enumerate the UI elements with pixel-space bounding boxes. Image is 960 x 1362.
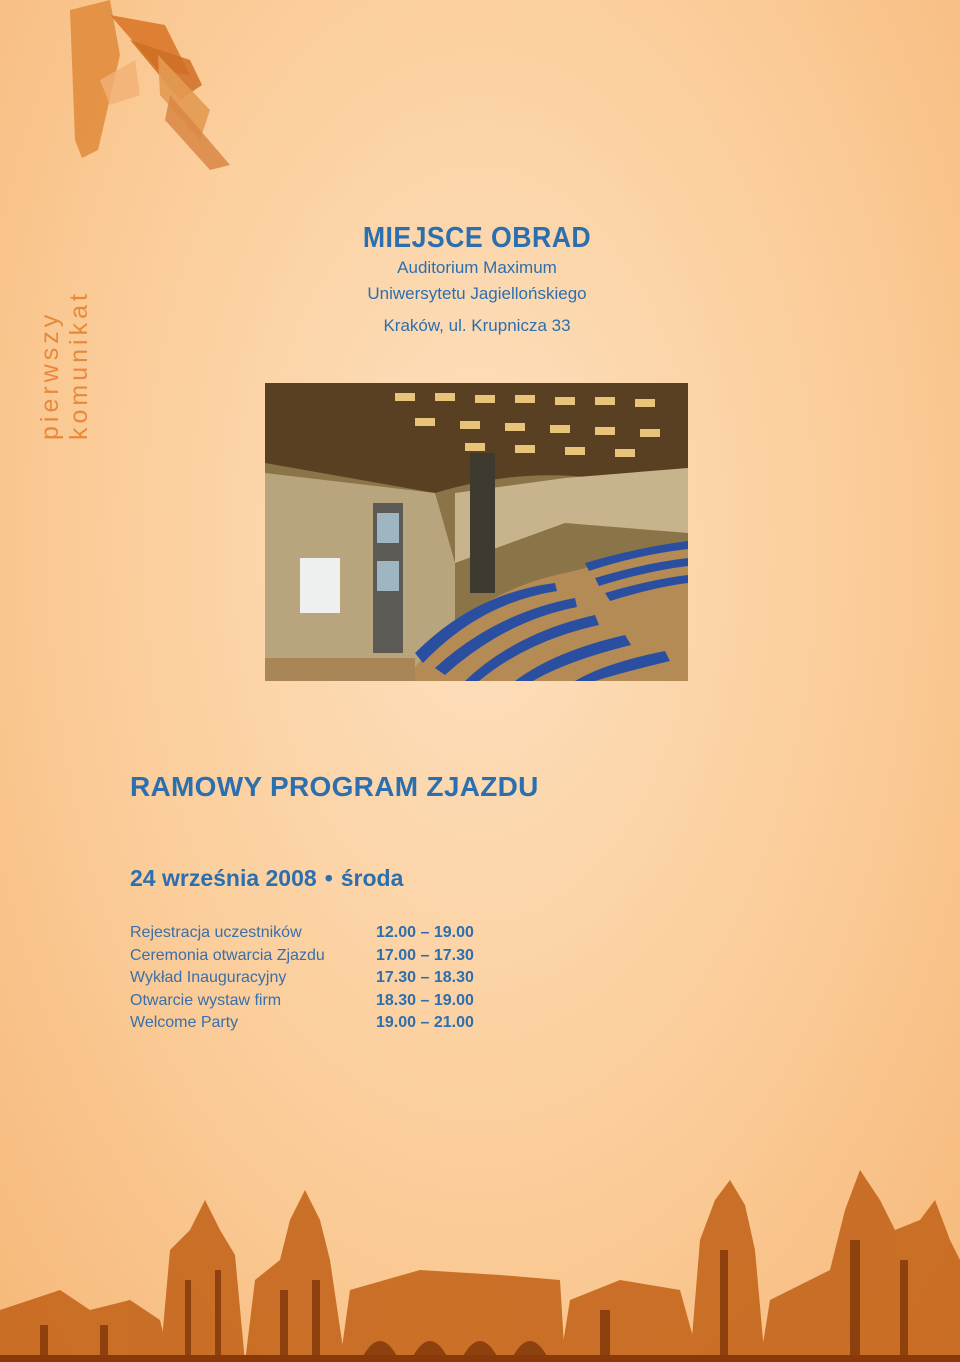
event-time: 17.30 – 18.30 [376,969,474,987]
venue-section [266,222,688,339]
program-weekday: środa [340,865,404,891]
schedule-list [130,922,550,1035]
event-name: Rejestracja uczestników [130,924,302,942]
event-time: 18.30 – 19.00 [376,991,474,1009]
program-date: 24 września 2008 [130,865,317,891]
schedule-row [130,922,550,945]
auditorium-photo [265,383,688,681]
program-date-line [130,865,403,892]
event-time: 19.00 – 21.00 [376,1014,474,1032]
side-label: pierwszy komunikat [36,290,93,440]
schedule-row [130,967,550,990]
event-time: 12.00 – 19.00 [376,924,474,942]
event-name: Wykład Inauguracyjny [130,969,287,987]
bullet-separator: • [324,865,333,891]
schedule-row [130,945,550,968]
hand-illustration [40,0,230,175]
schedule-row [130,990,550,1013]
city-skyline-illustration [0,1160,960,1362]
venue-heading: MIEJSCE OBRAD [362,222,592,254]
venue-line-1: Auditorium Maximum [397,258,557,277]
event-name: Welcome Party [130,1014,239,1032]
schedule-row [130,1012,550,1035]
venue-line-2: Uniwersytetu Jagiellońskiego [367,284,587,303]
event-name: Ceremonia otwarcia Zjazdu [130,946,325,964]
program-title: RAMOWY PROGRAM ZJAZDU [130,771,539,802]
event-name: Otwarcie wystaw firm [130,991,282,1009]
event-time: 17.00 – 17.30 [376,946,474,964]
venue-address: Kraków, ul. Krupnicza 33 [383,316,571,335]
